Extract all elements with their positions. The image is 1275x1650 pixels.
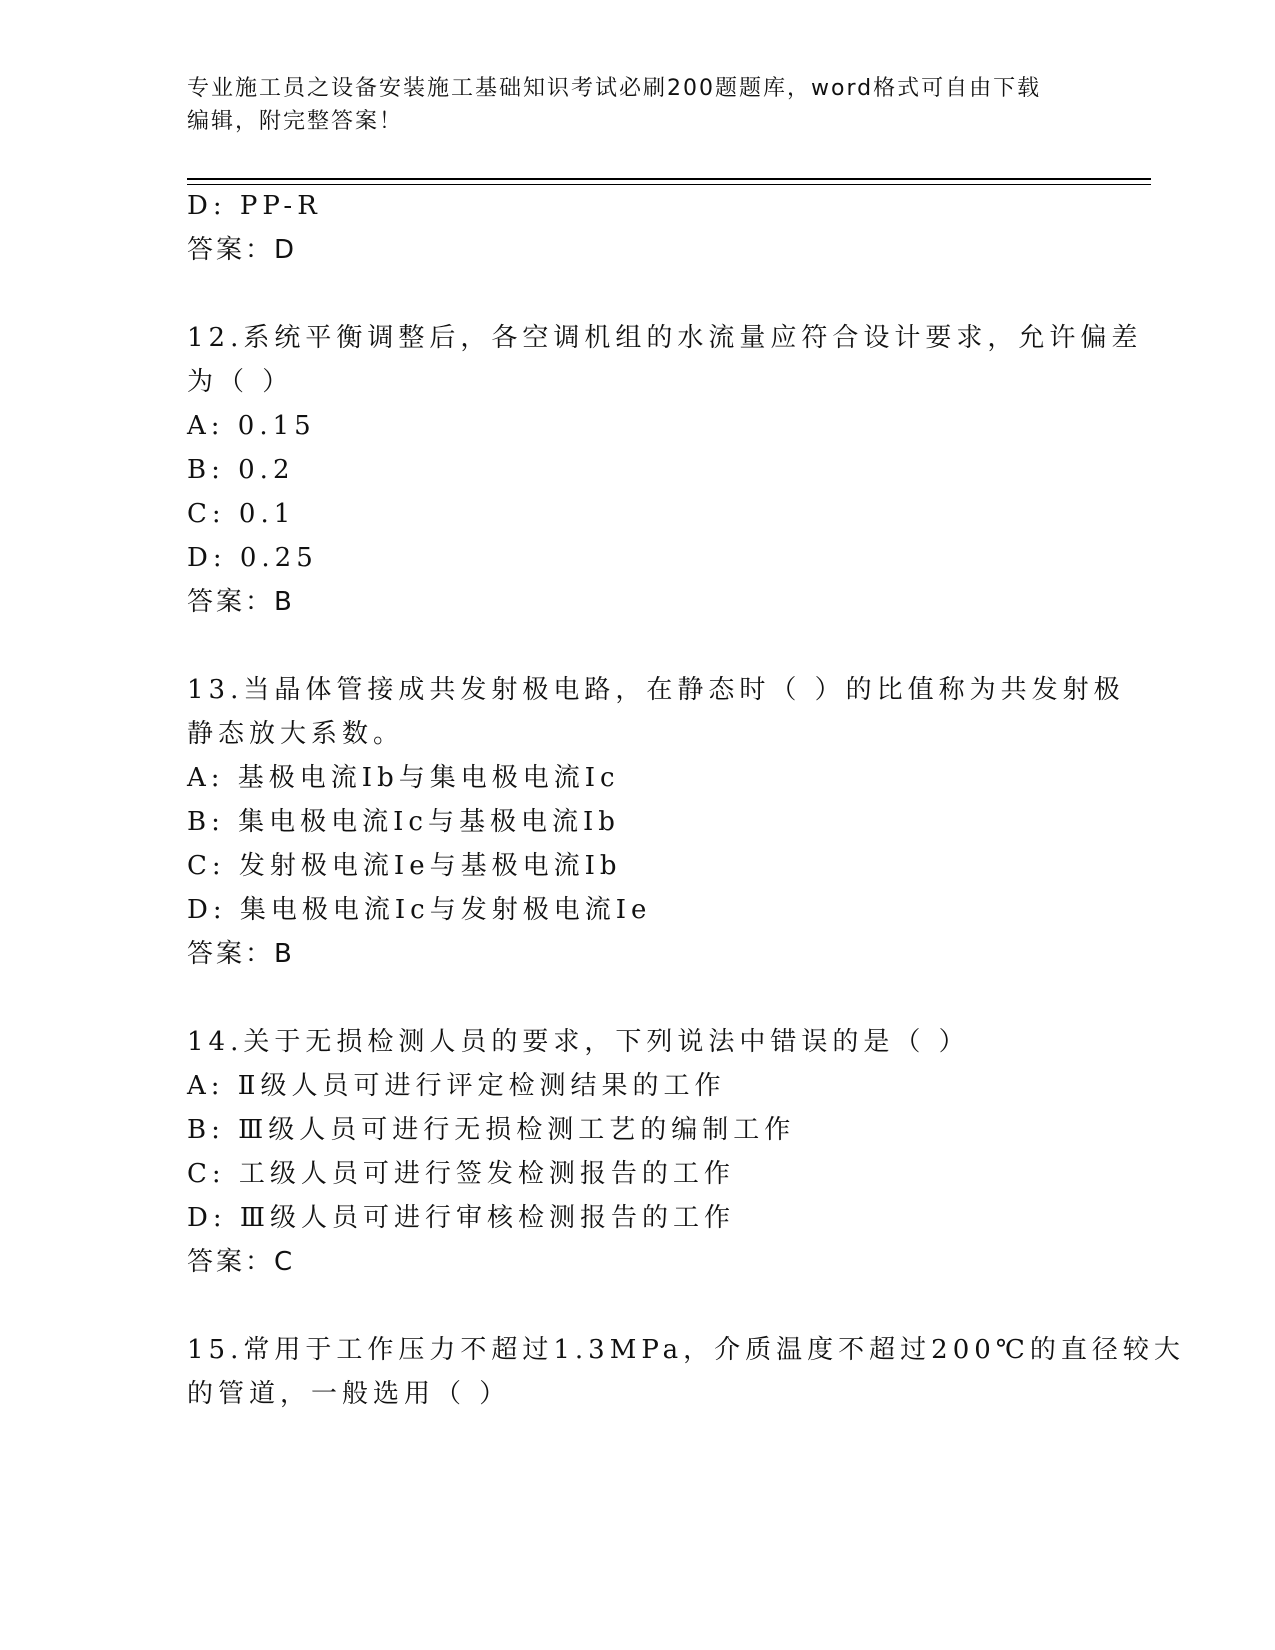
q14-option-d: D: Ⅲ级人员可进行审核检测报告的工作 xyxy=(187,1203,735,1233)
q11-option-d: D: PP-R xyxy=(187,191,322,221)
q14-answer: 答案：C xyxy=(187,1247,296,1277)
q12-stem-line2: 为（ ） xyxy=(187,367,294,397)
q11-answer: 答案：D xyxy=(187,235,298,265)
q13-option-d: D: 集电极电流Ic与发射极电流Ie xyxy=(187,895,652,925)
header-title-line1: 专业施工员之设备安装施工基础知识考试必刷200题题库，word格式可自由下载 xyxy=(187,76,1042,101)
q13-option-c: C: 发射极电流Ie与基极电流Ib xyxy=(187,851,622,881)
document-header xyxy=(187,72,1087,138)
q13-answer: 答案：B xyxy=(187,939,295,969)
q15-stem-line1: 15.常用于工作压力不超过1.3MPa，介质温度不超过200℃的直径较大 xyxy=(187,1335,1185,1365)
q14-stem-line1: 14.关于无损检测人员的要求，下列说法中错误的是（ ） xyxy=(187,1027,970,1057)
q12-stem-line1: 12.系统平衡调整后，各空调机组的水流量应符合设计要求，允许偏差 xyxy=(187,323,1143,353)
q12-option-d: D: 0.25 xyxy=(187,543,318,573)
q12-option-c: C: 0.1 xyxy=(187,499,296,529)
q12-option-a: A: 0.15 xyxy=(187,411,316,441)
header-rule-thin xyxy=(187,184,1151,185)
header-title-line2: 编辑，附完整答案！ xyxy=(187,109,404,134)
q15-stem-line2: 的管道，一般选用（ ） xyxy=(187,1379,511,1409)
q12-option-b: B: 0.2 xyxy=(187,455,295,485)
q14-option-a: A: Ⅱ级人员可进行评定检测结果的工作 xyxy=(187,1071,726,1101)
q12-answer: 答案：B xyxy=(187,587,295,617)
q13-option-b: B: 集电极电流Ic与基极电流Ib xyxy=(187,807,620,837)
q14-option-c: C: 工级人员可进行签发检测报告的工作 xyxy=(187,1159,735,1189)
q14-option-b: B: Ⅲ级人员可进行无损检测工艺的编制工作 xyxy=(187,1115,796,1145)
header-rule-thick xyxy=(187,178,1151,180)
q13-stem-line2: 静态放大系数。 xyxy=(187,719,405,749)
q13-stem-line1: 13.当晶体管接成共发射极电路，在静态时（ ）的比值称为共发射极 xyxy=(187,675,1125,705)
q13-option-a: A: 基极电流Ib与集电极电流Ic xyxy=(187,763,620,793)
